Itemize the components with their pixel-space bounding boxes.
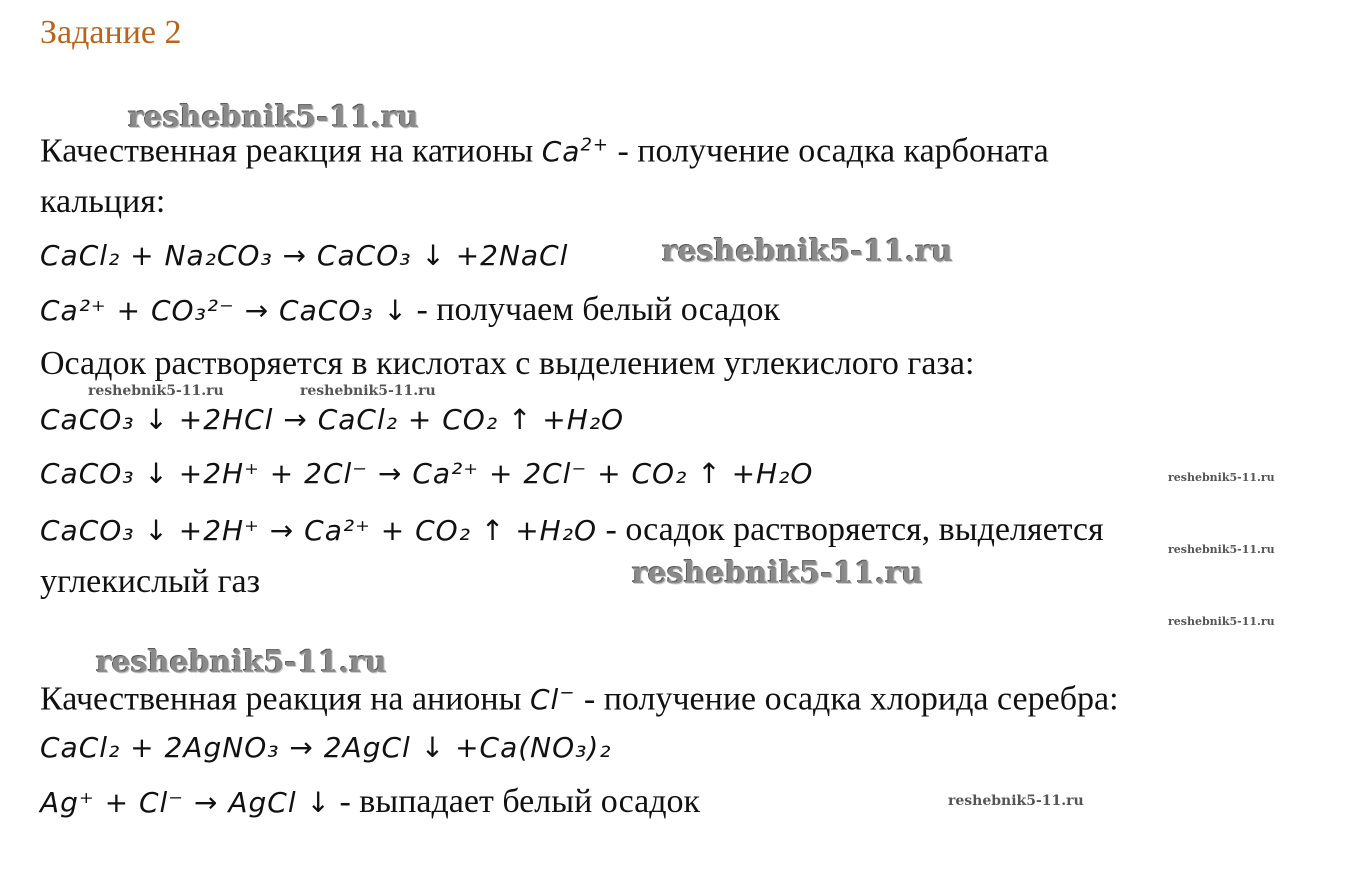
watermark: reshebnik5-11.ru [632,556,923,591]
watermark: reshebnik5-11.ru [300,383,436,399]
equation-7-line [40,782,700,823]
equation-7-note: - выпадает белый осадок [330,783,701,820]
watermark: reshebnik5-11.ru [128,100,419,135]
watermark: reshebnik5-11.ru [96,645,387,680]
cation-reaction-intro-cont: кальция: [40,183,166,220]
equation-2-line [40,290,780,331]
equation-2-note: - получаем белый осадок [407,291,780,328]
watermark: reshebnik5-11.ru [662,234,953,269]
equation-5-note: - осадок растворяется, выделяется [597,511,1104,548]
ion-formula: Cl− [529,683,576,717]
equation-5-note-cont: углекислый газ [40,563,261,600]
equation-6: CaCl₂ + 2AgNO₃ → 2AgCl ↓ +Ca(NO₃)₂ [40,731,612,764]
anion-reaction-intro: Качественная реакция на анионы Cl− - получение осадка хлорида серебра: [40,680,1119,718]
cation-reaction-intro: Качественная реакция на катионы $Ca^{2+}$ - получение осадка карбоната [40,132,1049,170]
equation-1: CaCl₂ + Na₂CO₃ → CaCO₃ ↓ +2NaCl [40,239,569,272]
equation-3: CaCO₃ ↓ +2HCl → CaCl₂ + CO₂ ↑ +H₂O [40,403,625,436]
watermark: reshebnik5-11.ru [948,793,1084,809]
equation-4: CaCO₃ ↓ +2H⁺ + 2Cl⁻ → Ca²⁺ + 2Cl⁻ + CO₂ ↑ +H₂O [40,457,814,490]
watermark: reshebnik5-11.ru [1168,471,1275,484]
equation-5-line [40,510,1104,551]
watermark: reshebnik5-11.ru [1168,615,1275,628]
equation-5: CaCO₃ ↓ +2H⁺ → Ca²⁺ + CO₂ ↑ +H₂O [40,514,597,547]
watermark: reshebnik5-11.ru [88,383,224,399]
page-title: Задание 2 [40,14,182,51]
ion-formula: $Ca^{2+}$ [541,135,610,169]
equation-7: Ag⁺ + Cl⁻ → AgCl ↓ [40,786,331,819]
dissolution-text: Осадок растворяется в кислотах с выделением углекислого газа: [40,345,975,382]
watermark: reshebnik5-11.ru [1168,543,1275,556]
equation-2: Ca²⁺ + CO₃²⁻ → CaCO₃ ↓ [40,294,408,327]
